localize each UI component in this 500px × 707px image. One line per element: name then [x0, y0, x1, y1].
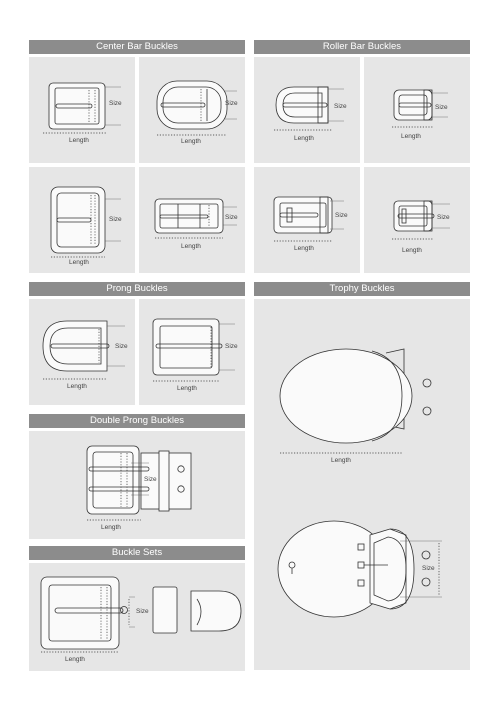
center-bar-panel-1: [29, 57, 135, 163]
center-bar-panel-4: [139, 167, 245, 273]
header-double-prong: [29, 414, 245, 428]
buckle-sets-title: Buckle Sets: [111, 547, 163, 558]
size-label: Size: [335, 212, 348, 219]
size-label: Size: [136, 608, 149, 615]
size-label: Size: [225, 343, 238, 350]
roller-bar-panel-4: [364, 167, 470, 273]
header-roller-bar: [254, 40, 470, 54]
roller-bar-buckle-4-drawing: [364, 167, 470, 273]
size-label: Size: [435, 104, 448, 111]
size-label: Size: [225, 100, 238, 107]
length-label: Length: [401, 133, 421, 140]
center-bar-title: Center Bar Buckles: [96, 41, 178, 52]
length-label: Length: [177, 385, 197, 392]
buckle-set-drawing: [29, 563, 245, 671]
roller-bar-buckle-2-drawing: [364, 57, 470, 163]
double-prong-panel: [29, 431, 245, 539]
size-label: Size: [422, 565, 435, 572]
length-label: Length: [65, 656, 85, 663]
length-label: Length: [181, 243, 201, 250]
roller-bar-panel-2: [364, 57, 470, 163]
length-label: Length: [67, 383, 87, 390]
prong-panel-2: [139, 299, 245, 405]
center-bar-buckle-2-drawing: [139, 57, 245, 163]
length-label: Length: [181, 138, 201, 145]
length-label: Length: [69, 259, 89, 266]
buckle-sets-panel: [29, 563, 245, 671]
roller-bar-title: Roller Bar Buckles: [322, 41, 402, 52]
size-label: Size: [225, 214, 238, 221]
header-center-bar: [29, 40, 245, 54]
header-trophy: [254, 282, 470, 296]
size-label: Size: [109, 216, 122, 223]
roller-bar-panel-1: [254, 57, 360, 163]
center-bar-panel-2: [139, 57, 245, 163]
trophy-title: Trophy Buckles: [329, 283, 395, 294]
size-label: Size: [334, 103, 347, 110]
roller-bar-buckle-3-drawing: [254, 167, 360, 273]
length-label: Length: [402, 247, 422, 254]
size-label: Size: [109, 100, 122, 107]
header-prong: [29, 282, 245, 296]
double-prong-buckle-drawing: [29, 431, 245, 539]
length-label: Length: [331, 457, 351, 464]
roller-bar-panel-3: [254, 167, 360, 273]
size-label: Size: [144, 476, 157, 483]
length-label: Length: [294, 245, 314, 252]
double-prong-title: Double Prong Buckles: [90, 415, 184, 426]
size-label: Size: [437, 214, 450, 221]
length-label: Length: [101, 524, 121, 531]
trophy-buckle-1-drawing: [254, 299, 470, 670]
length-label: Length: [69, 137, 89, 144]
center-bar-panel-3: [29, 167, 135, 273]
size-label: Size: [115, 343, 128, 350]
center-bar-buckle-1-drawing: [29, 57, 135, 163]
roller-bar-buckle-1-drawing: [254, 57, 360, 163]
header-buckle-sets: [29, 546, 245, 560]
length-label: Length: [294, 135, 314, 142]
prong-panel-1: [29, 299, 135, 405]
prong-title: Prong Buckles: [106, 283, 168, 294]
trophy-panel: [254, 299, 470, 670]
